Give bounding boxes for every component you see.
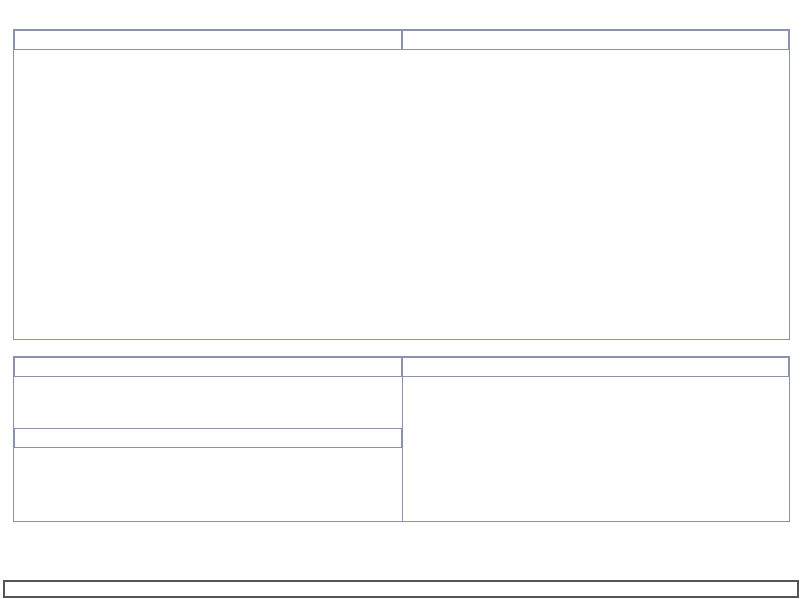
megohmmeter-header (14, 428, 402, 448)
energy-meter-header (14, 357, 402, 377)
function-key-bar (3, 580, 799, 598)
bs-si-header (14, 30, 402, 50)
bcv-header (402, 357, 789, 377)
bs-si-bzs-header (402, 30, 789, 50)
measurements-panel (13, 29, 790, 340)
